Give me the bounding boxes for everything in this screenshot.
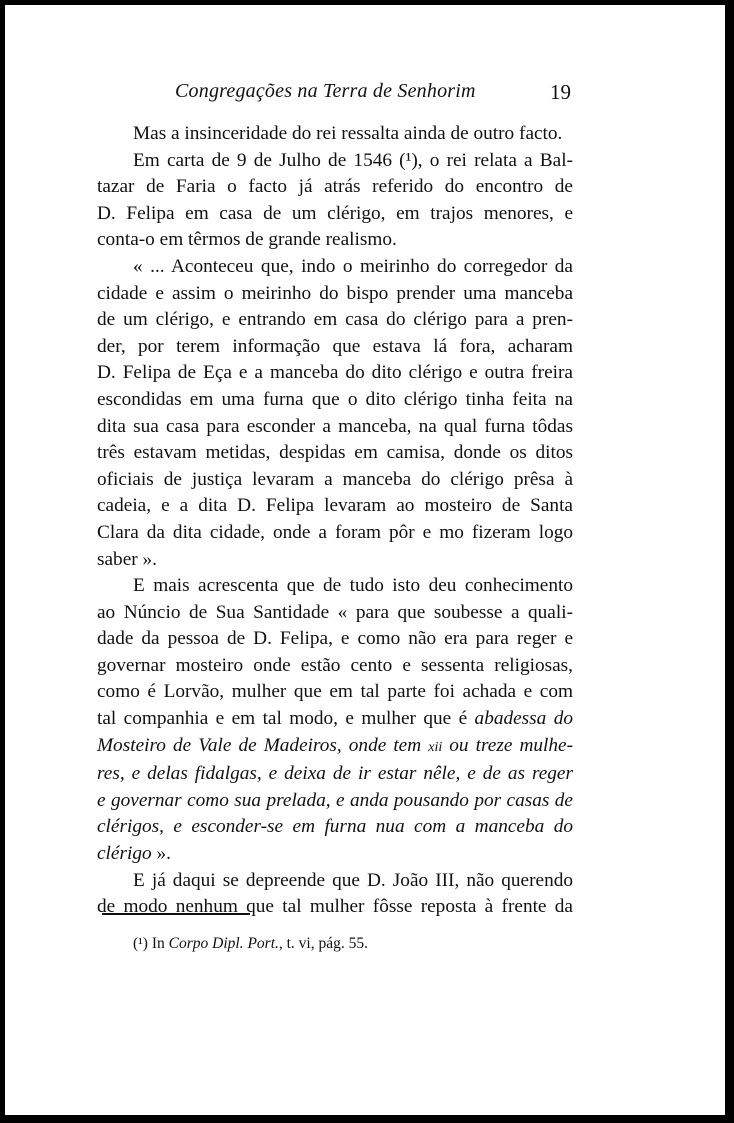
text-line: Mas a insinceridade do rei ressalta ainda de outro facto. (133, 123, 563, 144)
page-header (97, 80, 577, 110)
text-line: Clara da dita cidade, onde a foram pôr e mo fizeram logo (97, 521, 573, 543)
italic-fragment: clérigo (97, 843, 152, 865)
italic-fragment: Mosteiro de Vale de Madeiros, onde tem (97, 734, 429, 756)
paragraph-3-quotation (97, 254, 573, 573)
text-line: oficiais de justiça levaram a manceba do clérigo prêsa à (97, 468, 573, 490)
text-fragment: ». (151, 843, 171, 865)
text-line: de um clérigo, e entrando em casa do clérigo para a pren- (97, 309, 573, 331)
text-line (97, 841, 573, 868)
text-line: escondidas em uma furna que o dito clérigo tinha feita na (97, 388, 573, 410)
running-title: Congregações na Terra de Senhorim (175, 80, 476, 102)
text-line: E já daqui se depreende que D. João III, não querendo (133, 869, 573, 891)
text-line: três estavam metidas, despidas em camisa, donde os ditos (97, 442, 573, 464)
page-number: 19 (550, 80, 571, 104)
text-fragment: tal companhia e em tal modo, e mulher que é (97, 708, 475, 730)
text-line (97, 733, 573, 762)
text-line: D. Felipa em casa de um clérigo, em trajos menores, e (97, 202, 573, 224)
paragraph-1 (97, 121, 573, 148)
text-line: tazar de Faria o facto já atrás referido do encontro de (97, 176, 573, 198)
text-line: D. Felipa de Eça e a manceba do dito clérigo e outra freira (97, 362, 573, 384)
text-line (97, 706, 573, 733)
text-line: conta-o em têrmos de grande realismo. (97, 229, 397, 251)
text-line: dita sua casa para esconder a manceba, na qual furna tôdas (97, 415, 573, 437)
footnote-source: Corpo Dipl. Port. (168, 935, 279, 952)
italic-fragment: abadessa do (474, 708, 573, 730)
text-line: e governar como sua prelada, e anda pousando por casas de (97, 789, 573, 811)
roman-numeral: xii (428, 739, 443, 755)
page (5, 5, 725, 1115)
italic-fragment: ou treze mulhe- (442, 734, 573, 756)
text-line: de modo nenhum que tal mulher fôsse reposta à frente da (97, 896, 573, 918)
paragraph-4 (97, 573, 573, 868)
footnote-divider (102, 913, 250, 915)
text-line: cidade e assim o meirinho do bispo prender uma manceba (97, 282, 573, 304)
text-line: clérigos, e esconder-se em furna nua com a manceba do (97, 816, 573, 838)
paragraph-2 (97, 148, 573, 254)
text-line: cadeia, e a dita D. Felipa levaram ao mosteiro de Santa (97, 495, 573, 517)
text-line: der, por terem informação que estava lá fora, acharam (97, 335, 573, 357)
text-line: dade da pessoa de D. Felipa, e como não era para reger e (97, 628, 573, 650)
text-line: E mais acrescenta que de tudo isto deu conhecimento (133, 575, 573, 597)
footnote-reference: , t. vi, pág. 55. (278, 935, 368, 952)
text-line: Em carta de 9 de Julho de 1546 (¹), o rei relata a Bal- (133, 149, 573, 171)
text-line: « ... Aconteceu que, indo o meirinho do corregedor da (133, 255, 573, 277)
text-line: governar mosteiro onde estão cento e sessenta religiosas, (97, 654, 573, 676)
text-line: como é Lorvão, mulher que em tal parte foi achada e com (97, 681, 573, 703)
text-line: res, e delas fidalgas, e deixa de ir estar nêle, e de as reger (97, 763, 573, 785)
footnote (133, 935, 368, 953)
text-line: ao Núncio de Sua Santidade « para que soubesse a quali- (97, 601, 573, 623)
body-text (97, 121, 573, 921)
footnote-marker: (¹) In (133, 935, 169, 952)
text-line: saber ». (97, 548, 157, 570)
